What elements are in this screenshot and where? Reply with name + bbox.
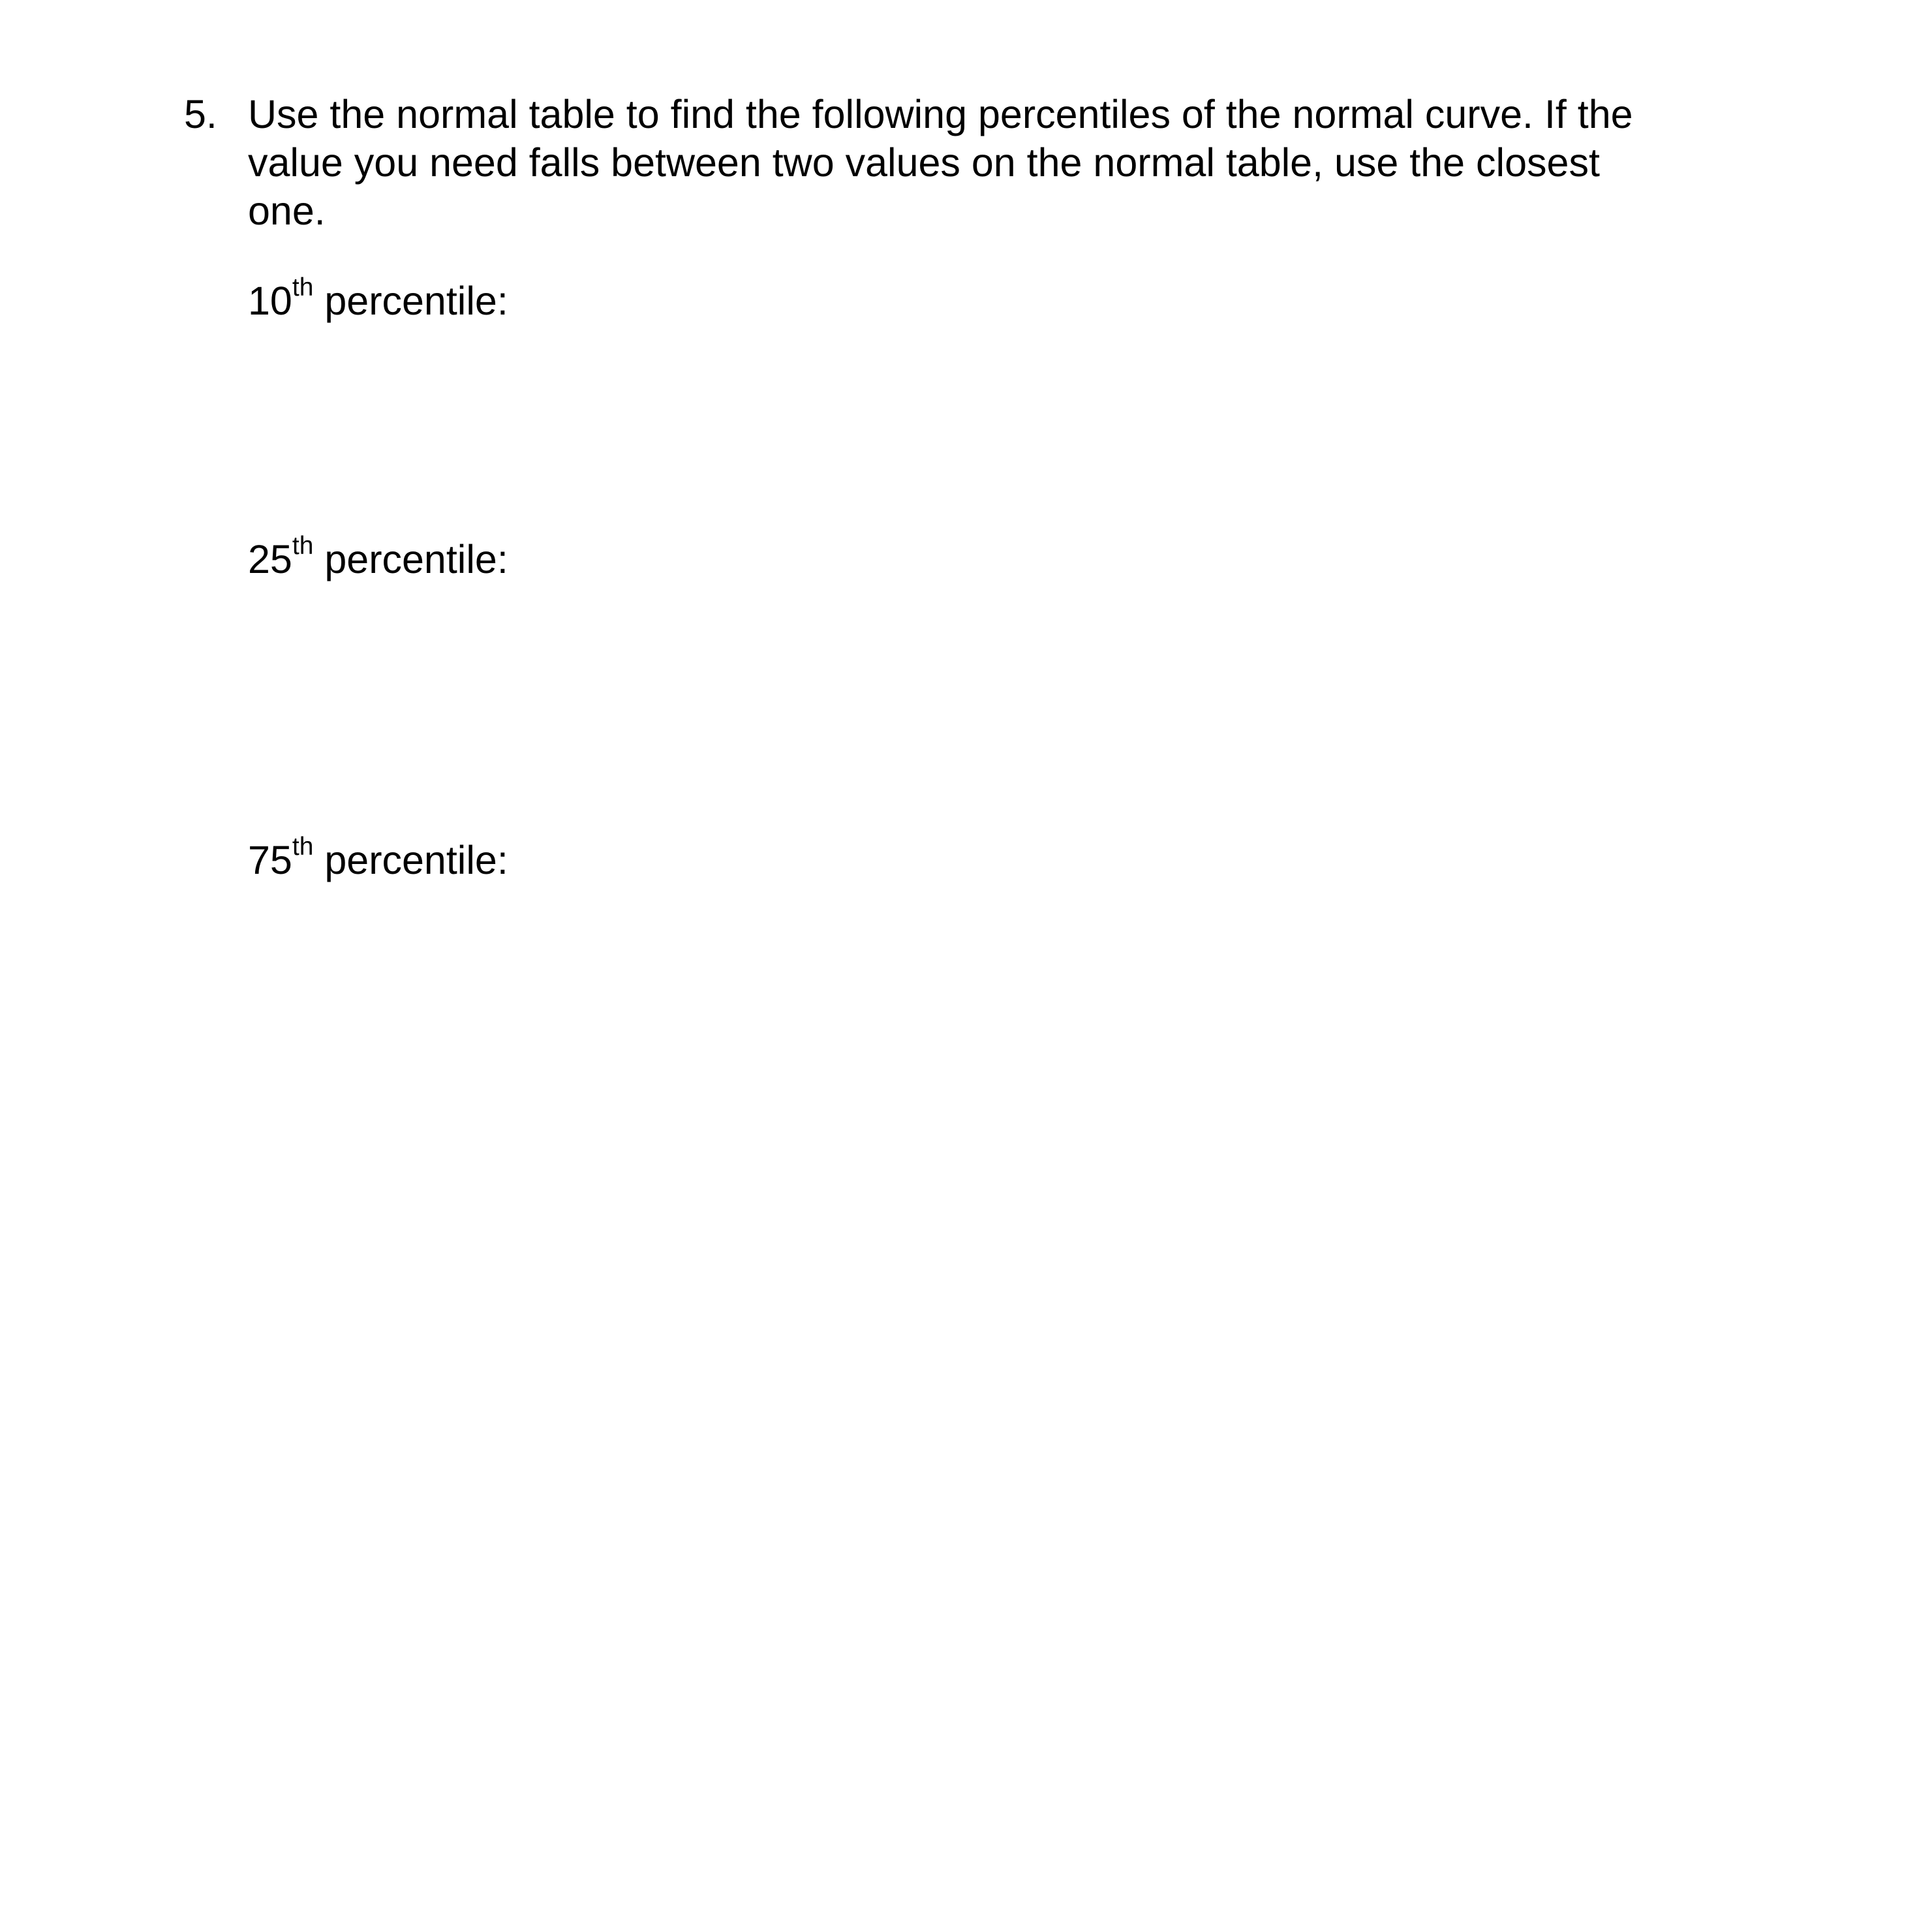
- percentile-label: percentile:: [313, 279, 508, 323]
- percentile-label: percentile:: [313, 537, 508, 581]
- question-number: 5.: [184, 92, 217, 136]
- percentile-item-75th: [248, 832, 508, 884]
- percentile-value: 10: [248, 279, 292, 323]
- percentile-item-25th: [248, 531, 508, 583]
- percentile-item-10th: [248, 273, 508, 325]
- percentile-value: 25: [248, 537, 292, 581]
- percentile-value: 75: [248, 838, 292, 882]
- ordinal-suffix: th: [292, 832, 314, 861]
- question-text: Use the normal table to find the following percentiles of the normal curve. If the value you need falls between two values on the normal table, use the closest one.: [248, 92, 1633, 233]
- ordinal-suffix: th: [292, 273, 314, 301]
- ordinal-suffix: th: [292, 531, 314, 560]
- percentile-label: percentile:: [313, 838, 508, 882]
